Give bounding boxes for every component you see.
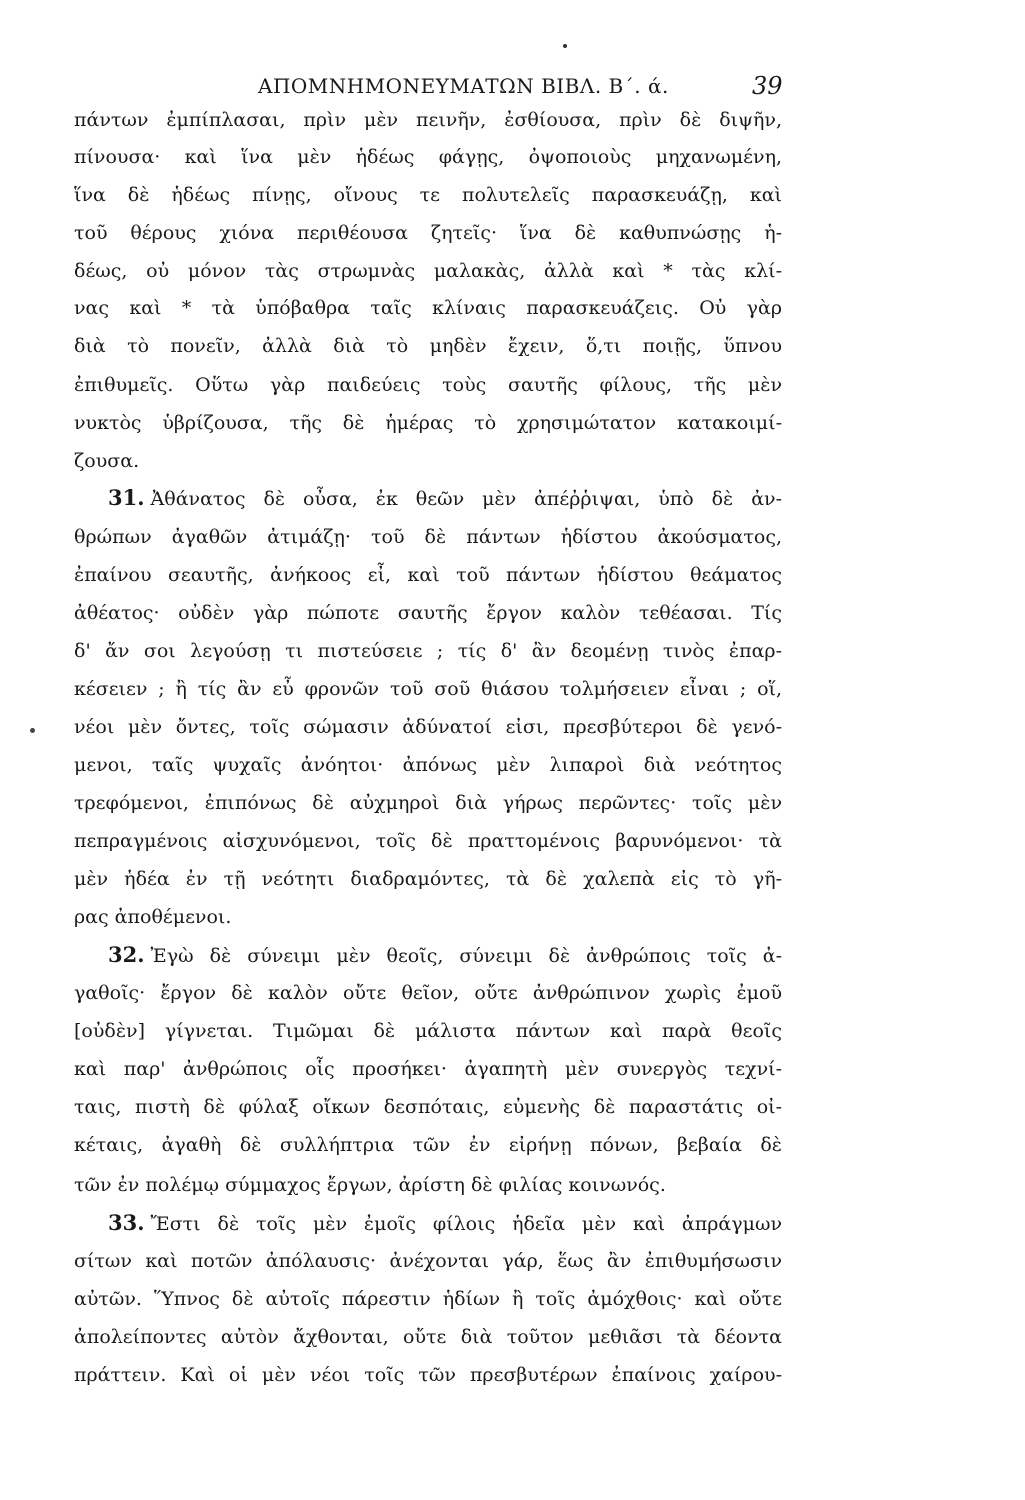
- line-text: νυκτὸς ὑβρίζουσα, τῆς δὲ ἡμέρας τὸ χρησιμώτατον κατακοιμί-: [74, 412, 782, 434]
- text-line: [74, 708, 782, 746]
- line-text: ταις, πιστὴ δὲ φύλαξ οἴκων δεσπόταις, εὐμενὴς δὲ παραστάτις οἰ-: [74, 1096, 782, 1118]
- text-line: [74, 214, 782, 252]
- text-line: [74, 1166, 782, 1204]
- line-text: ρας ἀποθέμενοι.: [74, 906, 232, 928]
- line-text: τοῦ θέρους χιόνα περιθέουσα ζητεῖς· ἵνα δὲ καθυπνώσῃς ἡ-: [74, 222, 782, 244]
- line-text: νας καὶ * τὰ ὑπόβαθρα ταῖς κλίναις παρασκευάζεις. Οὐ γὰρ: [74, 297, 782, 319]
- text-line: [74, 289, 782, 327]
- text-line: [74, 176, 782, 214]
- text-line: [74, 404, 782, 442]
- text-line: [74, 1012, 782, 1050]
- text-line: [74, 822, 782, 860]
- margin-dot-mark: [30, 728, 35, 733]
- line-text: δέως, οὐ μόνον τὰς στρωμνὰς μαλακὰς, ἀλλὰ καὶ * τὰς κλί-: [74, 260, 782, 282]
- text-line: [74, 101, 782, 139]
- text-line: [74, 1242, 782, 1280]
- line-text: θρώπων ἀγαθῶν ἀτιμάζῃ· τοῦ δὲ πάντων ἡδίστου ἀκούσματος,: [74, 526, 782, 548]
- line-text: ἐπαίνου σεαυτῆς, ἀνήκοος εἶ, καὶ τοῦ πάντων ἡδίστου θεάματος: [74, 564, 782, 586]
- text-line: [74, 632, 782, 670]
- line-text: πάντων ἐμπίπλασαι, πρὶν μὲν πεινῆν, ἐσθίουσα, πρὶν δὲ διψῆν,: [74, 109, 782, 131]
- text-line: [74, 366, 782, 404]
- line-text: μενοι, ταῖς ψυχαῖς ἀνόητοι· ἀπόνως μὲν λιπαροὶ διὰ νεότητος: [74, 754, 782, 776]
- text-line: [74, 594, 782, 632]
- line-text: ἀπολείποντες αὐτὸν ἄχθονται, οὔτε διὰ τοῦτον μεθιᾶσι τὰ δέοντα: [74, 1326, 782, 1348]
- line-text: πεπραγμένοις αἰσχυνόμενοι, τοῖς δὲ πραττομένοις βαρυνόμενοι· τὰ: [74, 830, 782, 852]
- text-line: [108, 1204, 782, 1242]
- page-number: 39: [752, 72, 783, 100]
- line-text: δ' ἄν σοι λεγούσῃ τι πιστεύσειε ; τίς δ' ἂν δεομένῃ τινὸς ἐπαρ-: [74, 640, 782, 662]
- line-text: διὰ τὸ πονεῖν, ἀλλὰ διὰ τὸ μηδὲν ἔχειν, ὅ,τι ποιῇς, ὕπνου: [74, 335, 782, 357]
- text-line: [74, 784, 782, 822]
- text-line: [108, 479, 782, 517]
- text-line: [74, 1050, 782, 1088]
- text-line: [74, 898, 782, 936]
- line-text: Ἀθάνατος δὲ οὖσα, ἐκ θεῶν μὲν ἀπέῤῥιψαι, ὑπὸ δὲ ἀν-: [150, 488, 782, 510]
- line-text: σίτων καὶ ποτῶν ἀπόλαυσις· ἀνέχονται γάρ, ἕως ἂν ἐπιθυμήσωσιν: [74, 1250, 782, 1272]
- text-line: [74, 670, 782, 708]
- line-text: πράττειν. Καὶ οἱ μὲν νέοι τοῖς τῶν πρεσβυτέρων ἐπαίνοις χαίρου-: [74, 1364, 782, 1386]
- line-text: ἵνα δὲ ἡδέως πίνῃς, οἴνους τε πολυτελεῖς παρασκευάζῃ, καὶ: [74, 184, 782, 206]
- line-text: κέσειεν ; ἢ τίς ἂν εὖ φρονῶν τοῦ σοῦ θιάσου τολμήσειεν εἶναι ; οἵ,: [74, 678, 782, 700]
- text-line: [108, 936, 782, 974]
- text-line: [74, 1318, 782, 1356]
- line-text: [οὐδὲν] γίγνεται. Τιμῶμαι δὲ μάλιστα πάντων καὶ παρὰ θεοῖς: [74, 1020, 782, 1042]
- section-number: 32.: [108, 942, 145, 967]
- text-line: [74, 327, 782, 365]
- text-line: [74, 860, 782, 898]
- text-line: [74, 1088, 782, 1126]
- text-line: [74, 1356, 782, 1394]
- text-line: [74, 442, 782, 480]
- text-line: [74, 974, 782, 1012]
- text-line: [74, 1126, 782, 1164]
- line-text: μὲν ἡδέα ἐν τῇ νεότητι διαδραμόντες, τὰ δὲ χαλεπὰ εἰς τὸ γῆ-: [74, 868, 782, 890]
- line-text: γαθοῖς· ἔργον δὲ καλὸν οὔτε θεῖον, οὔτε ἀνθρώπινον χωρὶς ἐμοῦ: [74, 982, 782, 1004]
- line-text: κέταις, ἀγαθὴ δὲ συλλήπτρια τῶν ἐν εἰρήνῃ πόνων, βεβαία δὲ: [74, 1134, 782, 1156]
- line-text: ἐπιθυμεῖς. Οὕτω γὰρ παιδεύεις τοὺς σαυτῆς φίλους, τῆς μὲν: [74, 374, 782, 396]
- line-text: τῶν ἐν πολέμῳ σύμμαχος ἔργων, ἀρίστη δὲ φιλίας κοινωνός.: [74, 1174, 666, 1196]
- text-line: [74, 746, 782, 784]
- text-line: [74, 1280, 782, 1318]
- line-text: Ἐγὼ δὲ σύνειμι μὲν θεοῖς, σύνειμι δὲ ἀνθρώποις τοῖς ἀ-: [150, 945, 782, 967]
- line-text: τρεφόμενοι, ἐπιπόνως δὲ αὐχμηροὶ διὰ γήρως περῶντες· τοῖς μὲν: [74, 792, 782, 814]
- line-text: ἀθέατος· οὐδὲν γὰρ πώποτε σαυτῆς ἔργον καλὸν τεθέασαι. Τίς: [74, 602, 782, 624]
- line-text: νέοι μὲν ὄντες, τοῖς σώμασιν ἀδύνατοί εἰσι, πρεσβύτεροι δὲ γενό-: [74, 716, 782, 738]
- line-text: αὐτῶν. Ὕπνος δὲ αὐτοῖς πάρεστιν ἡδίων ἢ τοῖς ἀμόχθοις· καὶ οὔτε: [74, 1288, 782, 1310]
- line-text: ζουσα.: [74, 450, 140, 472]
- line-text: πίνουσα· καὶ ἵνα μὲν ἡδέως φάγῃς, ὀψοποιοὺς μηχανωμένη,: [74, 146, 782, 168]
- text-line: [74, 138, 782, 176]
- text-line: [74, 252, 782, 290]
- text-line: [74, 556, 782, 594]
- line-text: Ἔστι δὲ τοῖς μὲν ἐμοῖς φίλοις ἡδεῖα μὲν καὶ ἀπράγμων: [150, 1213, 782, 1235]
- section-number: 33.: [108, 1210, 145, 1235]
- running-head-title: ΑΠΟΜΝΗΜΟΝΕΥΜΑΤΩΝ ΒΙΒΛ. Β΄. ά.: [258, 74, 669, 98]
- line-text: καὶ παρ' ἀνθρώποις οἷς προσήκει· ἀγαπητὴ μὲν συνεργὸς τεχνί-: [74, 1058, 782, 1080]
- print-dot-mark: [563, 44, 567, 48]
- text-line: [74, 518, 782, 556]
- section-number: 31.: [108, 485, 145, 510]
